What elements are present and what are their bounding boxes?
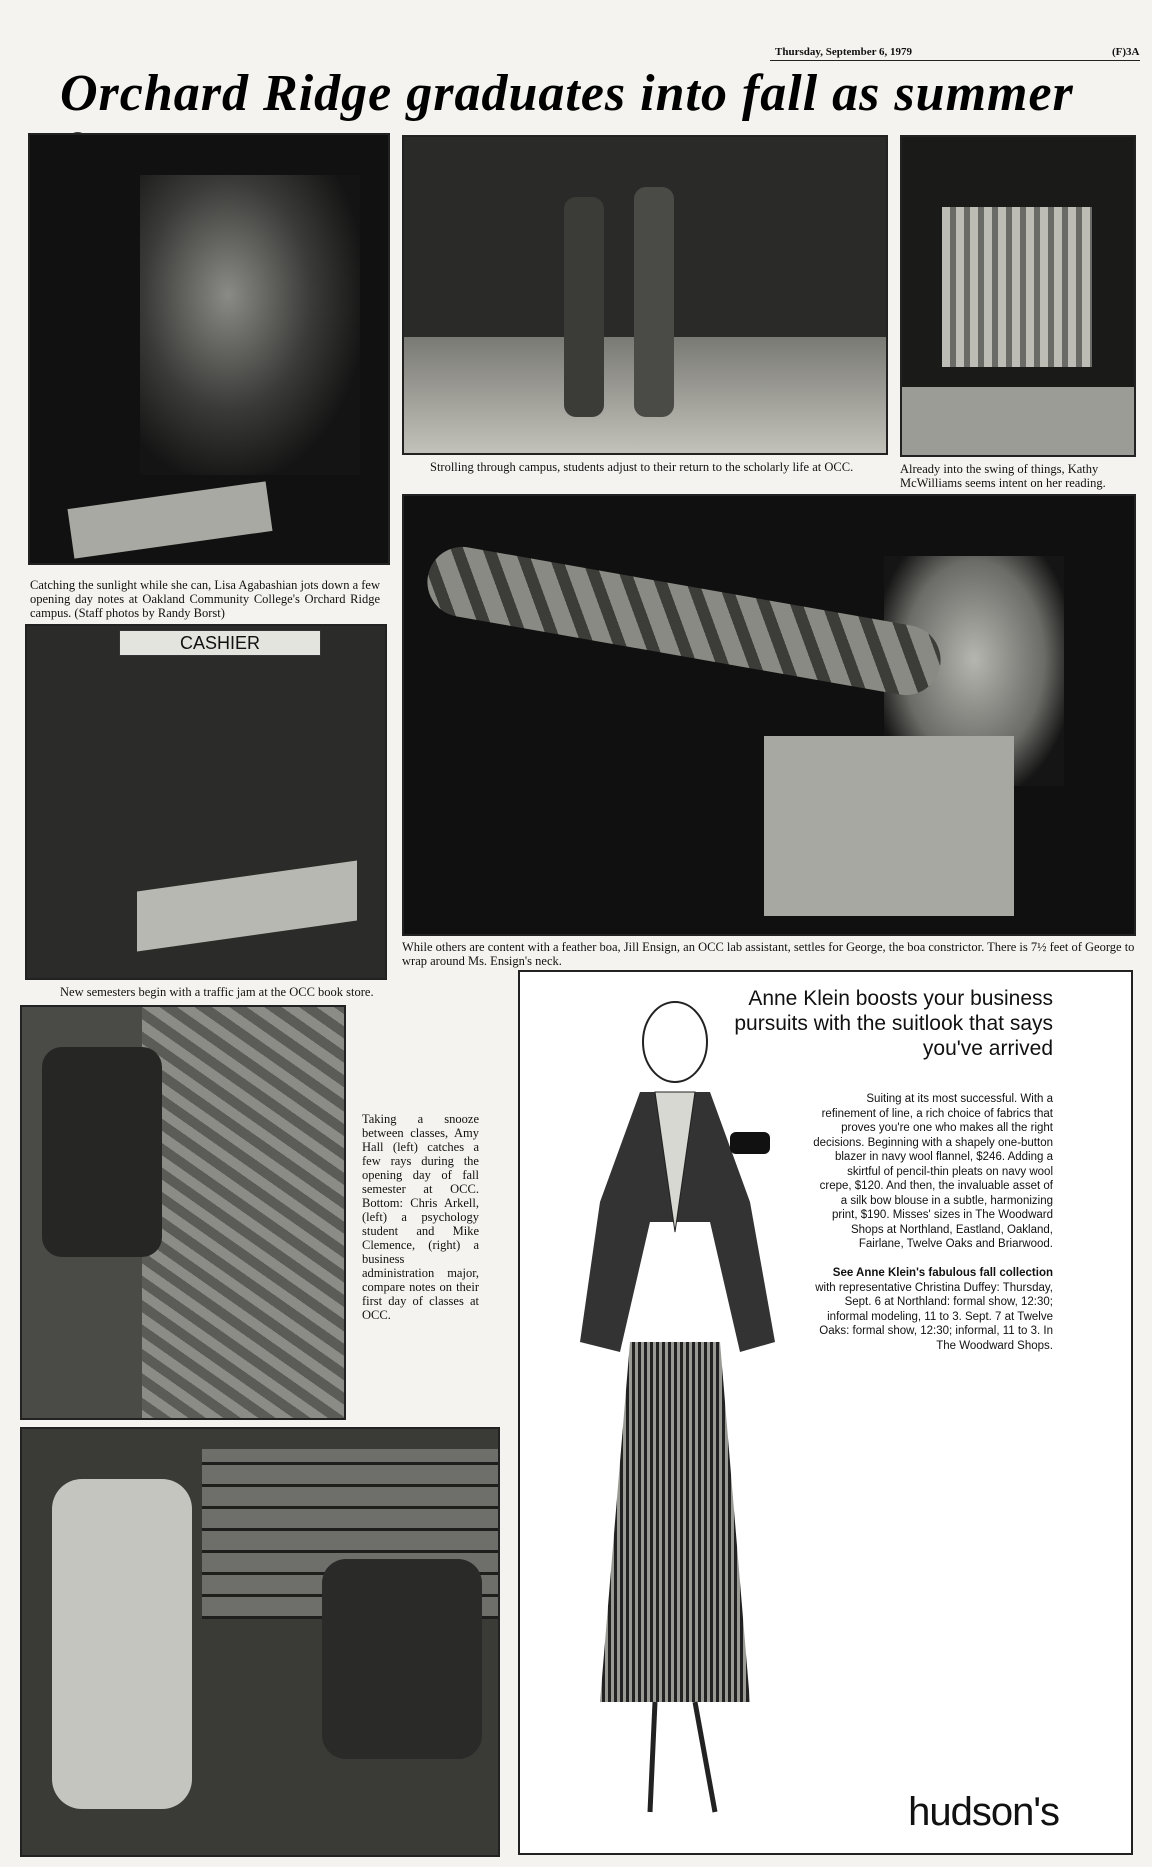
caption-kathy: Already into the swing of things, Kathy McWilliams seems intent on her reading. [900, 462, 1106, 490]
photo-stairs [142, 1007, 346, 1420]
photo-snake [422, 541, 946, 700]
ad-body-copy [813, 1092, 1053, 1353]
ad-event-heading: See Anne Klein's fabulous fall collection [832, 1267, 1053, 1279]
photo-bookstore [25, 624, 387, 980]
photo-snooze [20, 1005, 346, 1420]
page-headline: Orchard Ridge graduates into fall as summer [60, 65, 1074, 122]
caption-boa: While others are content with a feather boa, Jill Ensign, an OCC lab assistant, settles for George, the boa constrictor. There is 7½ feet of George to wrap around Ms. Ensign's neck. [402, 940, 1135, 968]
photo-figure [52, 1479, 192, 1809]
photo-figure [634, 187, 674, 417]
photo-highlight [140, 175, 360, 475]
photo-counter [137, 861, 357, 952]
photo-blouse [764, 736, 1014, 916]
photo-kathy-reading [900, 135, 1136, 457]
photo-figure [42, 1047, 162, 1257]
photo-lisa-writing [28, 133, 390, 565]
header-rule [770, 60, 1140, 61]
caption-lisa: Catching the sunlight while she can, Lisa Agabashian jots down a few opening day notes at Oakland Community College's Orchard Ridge campus. (Staff photos by Randy Borst) [30, 578, 380, 620]
ad-headline: Anne Klein boosts your business pursuits with the suitlook that says you've arrived [734, 987, 1053, 1060]
photo-ground [902, 387, 1136, 457]
photo-figure [564, 197, 604, 417]
photo-strolling [402, 135, 888, 455]
cashier-sign-text: CASHIER [179, 633, 260, 653]
cashier-sign [119, 630, 321, 656]
hudsons-logo: hudson's [908, 1790, 1059, 1834]
photo-boa [402, 494, 1136, 936]
photo-figure [322, 1559, 482, 1759]
caption-snooze: Taking a snooze between classes, Amy Hall (left) catches a few rays during the opening day of fall semester at OCC. Bottom: Chris Arkell, (left) a psychology student and Mike Clemence, (right) a business administration major, compare notes on their first day of classes at OCC. [362, 1112, 479, 1322]
photo-arkell-clemence [20, 1427, 500, 1857]
page-number: (F)3A [1112, 46, 1140, 58]
anne-klein-ad [518, 970, 1133, 1855]
ad-illustration-model [560, 982, 790, 1842]
caption-strolling: Strolling through campus, students adjust to their return to the scholarly life at OCC. [430, 460, 854, 474]
ad-body-text: Suiting at its most successful. With a refinement of line, a rich choice of fabrics that proves you're one who makes all the right decisions. Beginning with a shapely one-button blazer in navy wool flannel, $246. Adding a skirtful of pencil-thin pleats on navy wool crepe, $120. And then, the invaluable asset of a silk bow blouse in a subtle, harmonizing print, $190. Misses' sizes in The Woodward Shops at Northland, Eastland, Oakland, Fairlane, Twelve Oaks and Briarwood. [813, 1093, 1053, 1250]
dateline: Thursday, September 6, 1979 [775, 46, 913, 58]
caption-bookstore: New semesters begin with a traffic jam at the OCC book store. [60, 985, 374, 999]
photo-sweater [942, 207, 1092, 367]
photo-paper [67, 481, 272, 558]
fashion-figure-icon [560, 982, 790, 1842]
ad-event-details: with representative Christina Duffey: Thursday, Sept. 6 at Northland: formal show, 12:30; informal modeling, 11 to 3. Sept. 7 at Twelve Oaks: formal show, 12:30; informal, 11 to 3. In The Woodward Shops. [815, 1281, 1053, 1352]
